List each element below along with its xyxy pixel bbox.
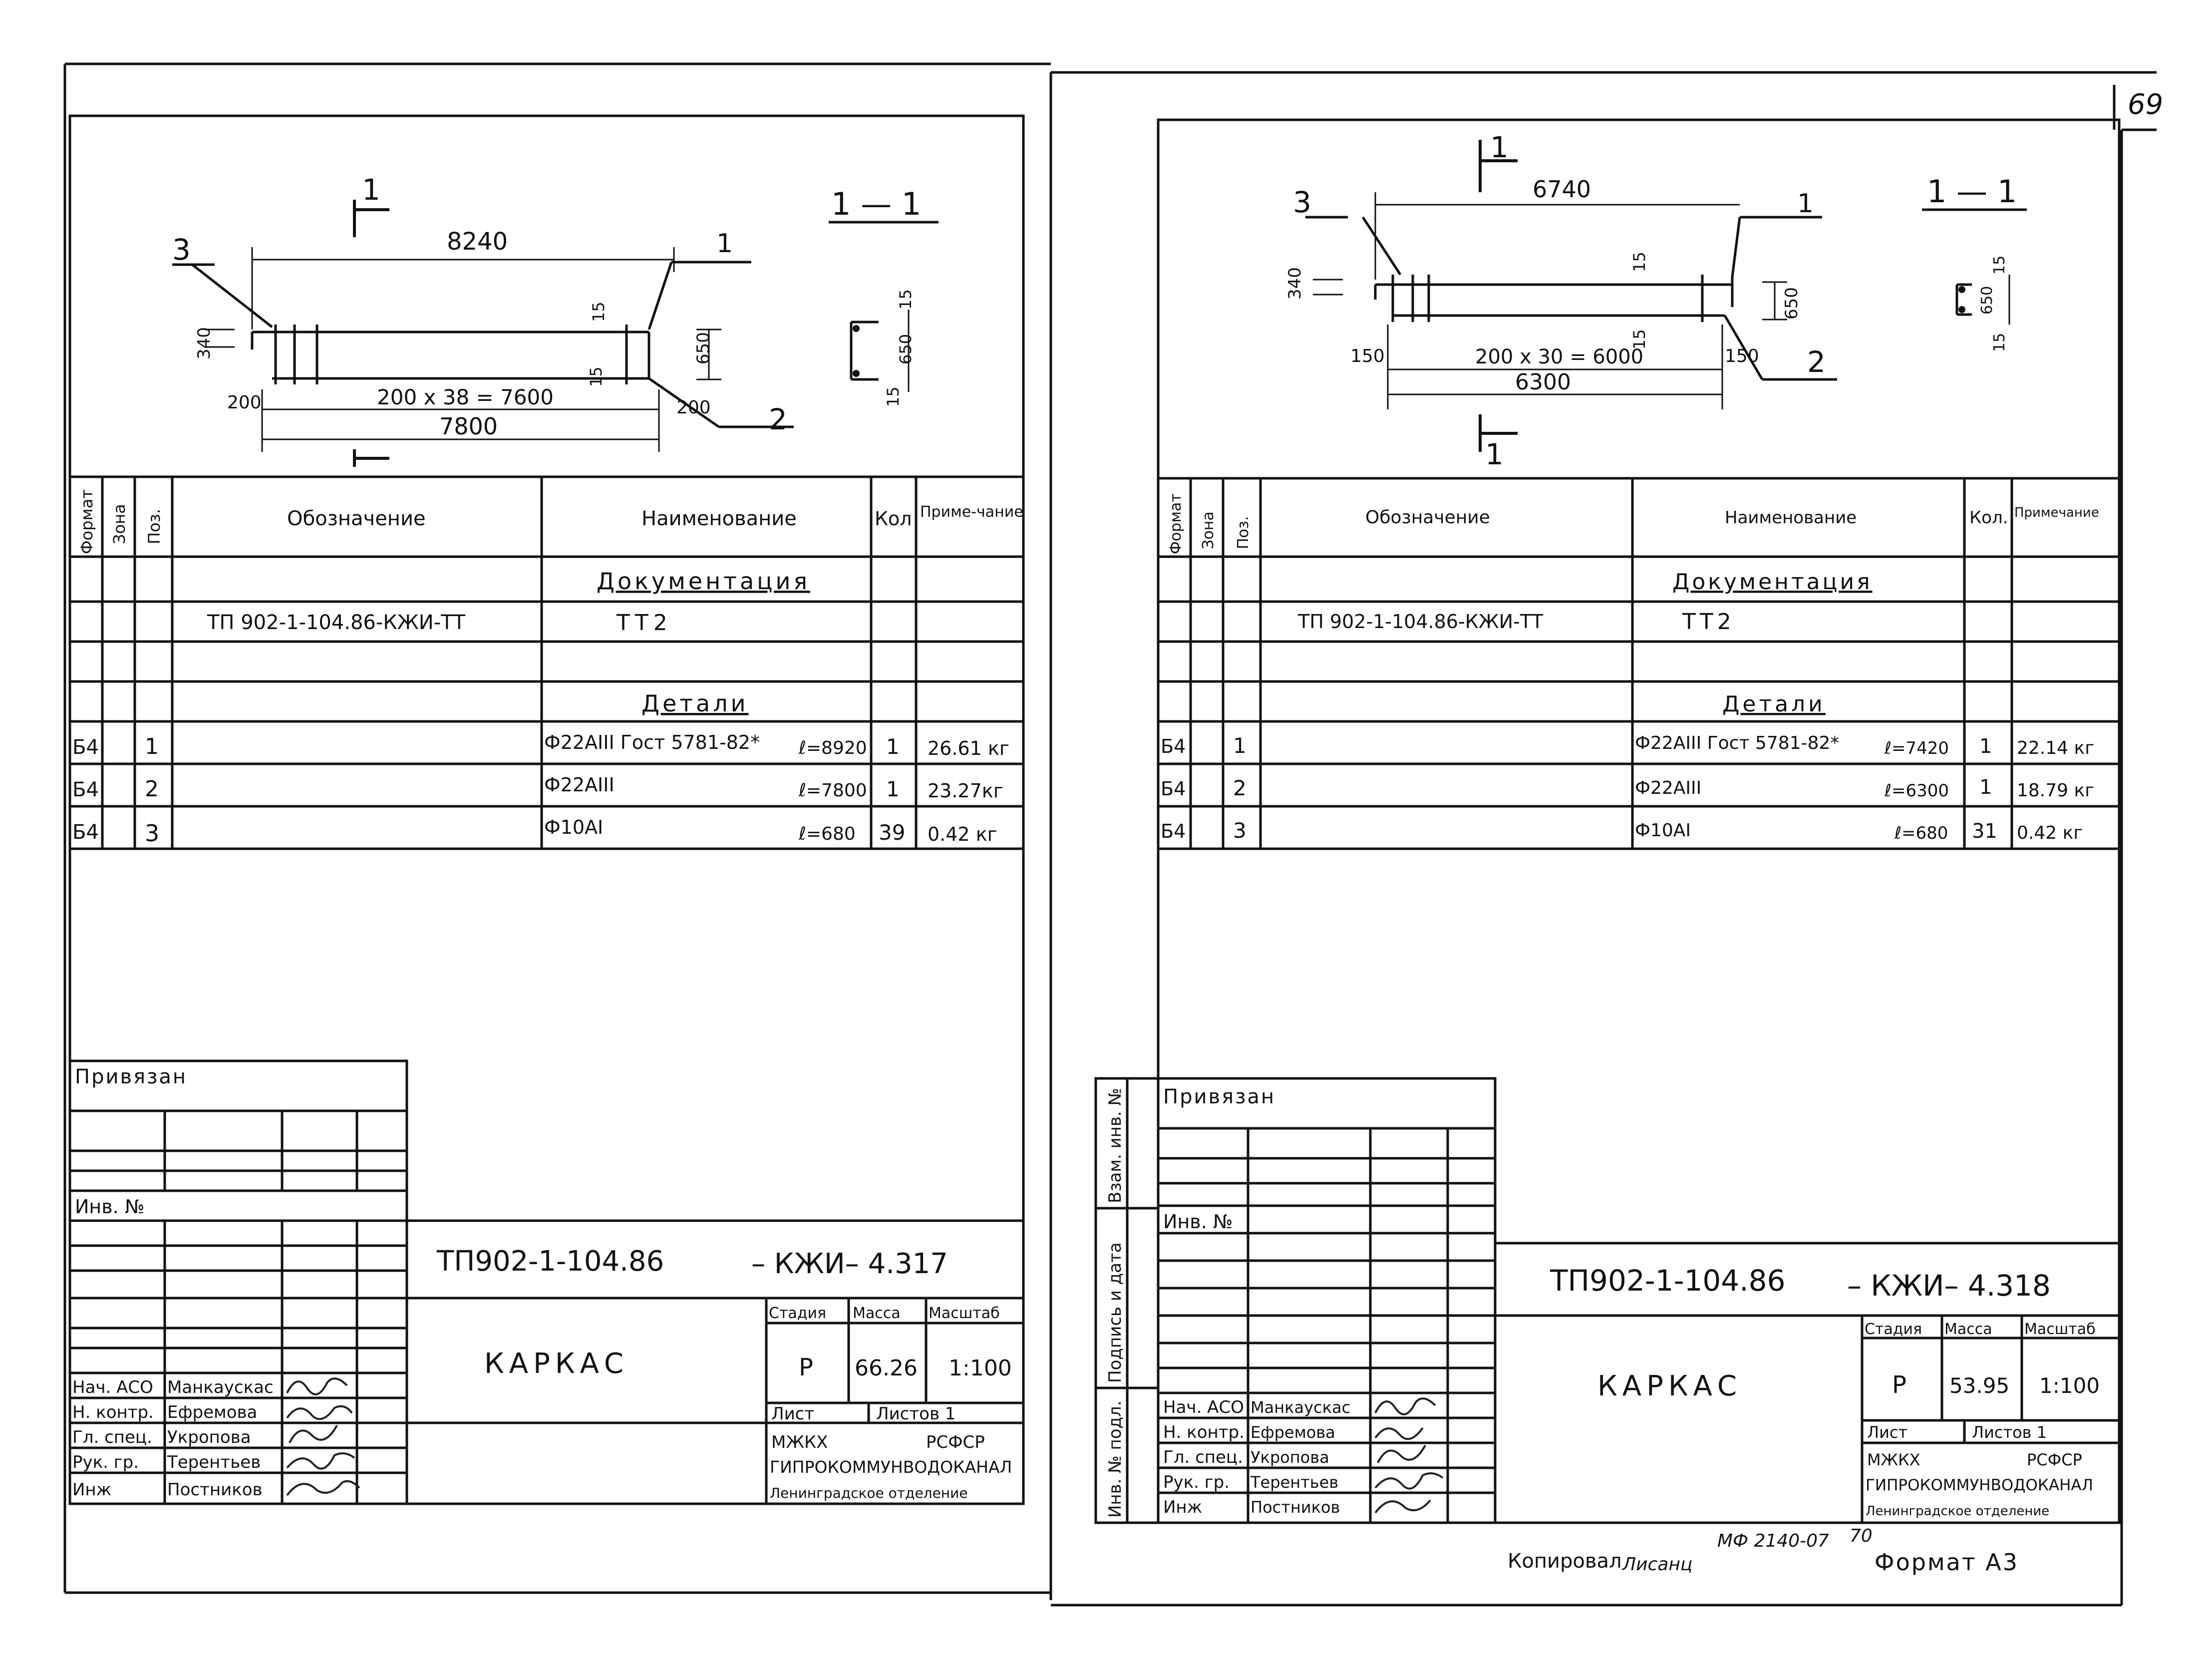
- dim-height: 650: [693, 332, 713, 364]
- dim-height-right: 650: [1782, 287, 1802, 320]
- col-header-qty: Кол: [875, 508, 912, 530]
- drawing-code: ТП902-1-104.86: [437, 1245, 664, 1278]
- footer-copied-sign: Лисанц: [1622, 1554, 1693, 1575]
- dim-bar-offset-bottom: 15: [587, 366, 606, 387]
- sign-name-2-right: Ефремова: [1251, 1423, 1335, 1442]
- row-3-name: Ф10АI: [544, 816, 604, 838]
- col-header-designation: Обозначение: [287, 507, 426, 530]
- row-3-length: ℓ=680: [799, 824, 856, 844]
- dim-offset-left: 200: [227, 392, 262, 413]
- col-header-name-right: Наименование: [1725, 508, 1857, 528]
- col-header-pos: Поз.: [145, 509, 164, 544]
- drawing-code-suffix: – КЖИ– 4.317: [751, 1248, 948, 1280]
- dim-bar-offset-top-right: 15: [1630, 252, 1649, 272]
- pos-label-2: 2: [769, 402, 787, 436]
- stage-value: Р: [799, 1353, 813, 1381]
- scale-header-right: Масштаб: [2024, 1321, 2096, 1338]
- section-documentation: Документация: [597, 568, 811, 595]
- row-2-qty: 1: [886, 777, 900, 801]
- drawing-name: КАРКАС: [484, 1347, 629, 1380]
- drawing-code-suffix-right: – КЖИ– 4.318: [1847, 1269, 2051, 1303]
- stage-header: Стадия: [769, 1305, 827, 1322]
- row-1-length: ℓ=8920: [799, 738, 867, 758]
- sign-role-3: Гл. спец.: [72, 1427, 152, 1447]
- row-1-format: Б4: [72, 736, 99, 759]
- section-dim-bottom: 15: [884, 386, 903, 407]
- stamp-replace-inv: Взам. инв. №: [1105, 1088, 1125, 1203]
- doc-code: ТП 902-1-104.86-КЖИ-ТТ: [207, 611, 465, 634]
- section-label-right: 1 — 1: [1927, 173, 2017, 210]
- pos-label-1-right: 1: [1797, 189, 1814, 219]
- row-1-qty-right: 1: [1979, 735, 1992, 758]
- handwritten-signatures-right: [1375, 1398, 1443, 1513]
- sheets-header: Листов 1: [876, 1404, 956, 1424]
- col-header-name: Наименование: [641, 507, 797, 530]
- page-number: 69: [2128, 88, 2164, 121]
- section-dim-top-right: 15: [1991, 255, 2008, 275]
- col-header-note-right: Примечание: [2014, 505, 2099, 520]
- section-dim-top: 15: [896, 289, 915, 310]
- drawing-name-right: КАРКАС: [1597, 1370, 1742, 1402]
- row-3-format-right: Б4: [1161, 820, 1186, 842]
- dim-offset-right-right: 150: [1725, 346, 1759, 366]
- footer-copied: Копировал: [1508, 1550, 1622, 1573]
- sign-role-3-right: Гл. спец.: [1163, 1447, 1243, 1467]
- scale-header: Масштаб: [929, 1305, 1000, 1322]
- row-2-format-right: Б4: [1161, 778, 1186, 800]
- pos-label-2-right: 2: [1807, 345, 1826, 379]
- org-institute: ГИПРОКОММУНВОДОКАНАЛ: [770, 1457, 1012, 1477]
- row-1-name-right: Ф22АIII Гост 5781-82*: [1635, 733, 1840, 753]
- sign-name-5-right: Постников: [1251, 1498, 1340, 1517]
- sign-name-3-right: Укропова: [1251, 1448, 1329, 1467]
- sheet-header-right: Лист: [1867, 1423, 1908, 1442]
- org-republic-right: РСФСР: [2027, 1450, 2082, 1469]
- dim-hook: 340: [194, 327, 214, 359]
- row-1-qty: 1: [886, 734, 900, 759]
- dim-offset-left-right: 150: [1350, 346, 1385, 366]
- sheet-left: [70, 116, 1023, 1504]
- mass-value-right: 53.95: [1949, 1373, 2010, 1398]
- sign-name-1: Манкаускас: [167, 1377, 274, 1397]
- row-2-name: Ф22АIII: [544, 774, 615, 796]
- sheet-right: [1096, 120, 2119, 1576]
- row-2-note: 23.27кг: [928, 780, 1003, 802]
- dim-spacing-right: 200 x 30 = 6000: [1475, 345, 1644, 368]
- dim-bar-offset-bottom-right: 15: [1630, 329, 1649, 349]
- row-2-format: Б4: [72, 778, 99, 801]
- section-view-left: [829, 186, 939, 407]
- row-1-pos-right: 1: [1233, 733, 1247, 758]
- row-3-length-right: ℓ=680: [1895, 823, 1948, 843]
- row-2-pos: 2: [145, 776, 159, 802]
- sign-name-3: Укропова: [167, 1427, 251, 1447]
- row-1-format-right: Б4: [1161, 735, 1186, 757]
- stamp-inv-original: Инв. № подл.: [1105, 1400, 1125, 1518]
- row-1-note: 26.61 кг: [928, 737, 1009, 759]
- col-header-format: Формат: [77, 489, 96, 554]
- row-3-qty: 39: [879, 820, 906, 845]
- row-2-name-right: Ф22АIII: [1635, 778, 1702, 798]
- sign-name-4: Терентьев: [167, 1452, 261, 1472]
- row-3-pos: 3: [145, 820, 160, 847]
- footer-mf: МФ 2140-07: [1717, 1531, 1829, 1551]
- row-1-pos: 1: [145, 734, 159, 759]
- org-branch-right: Ленинградское отделение: [1866, 1504, 2050, 1519]
- sign-role-5: Инж: [72, 1480, 112, 1500]
- col-header-note: Приме-чание: [920, 503, 1023, 521]
- dim-total-length: 8240: [447, 228, 508, 256]
- org-ministry: МЖКХ: [771, 1432, 828, 1452]
- sign-role-1-right: Нач. АСО: [1163, 1397, 1244, 1417]
- handwritten-signatures-left: [287, 1378, 359, 1495]
- section-parts-right: Детали: [1722, 691, 1826, 717]
- row-3-format: Б4: [72, 821, 99, 844]
- doc-name: ТТ2: [617, 610, 672, 636]
- row-2-note-right: 18.79 кг: [2017, 780, 2095, 801]
- footer-format: Формат А3: [1875, 1549, 2019, 1576]
- section-label: 1 — 1: [831, 186, 922, 222]
- col-header-format-right: Формат: [1167, 493, 1185, 554]
- sign-role-4: Рук. гр.: [72, 1452, 139, 1472]
- row-3-note-right: 0.42 кг: [2017, 823, 2083, 843]
- org-republic: РСФСР: [926, 1432, 985, 1452]
- dim-inner-length-right: 6300: [1515, 369, 1571, 395]
- pos-label-1: 1: [716, 229, 733, 259]
- dim-spacing: 200 x 38 = 7600: [377, 385, 554, 409]
- row-2-qty-right: 1: [1979, 776, 1992, 799]
- scale-value: 1:100: [948, 1355, 1012, 1381]
- sign-name-1-right: Манкаускас: [1251, 1398, 1351, 1417]
- row-2-pos-right: 2: [1233, 776, 1247, 800]
- col-header-zone-right: Зона: [1200, 511, 1217, 549]
- sign-role-2: Н. контр.: [72, 1402, 154, 1422]
- stage-value-right: Р: [1892, 1371, 1906, 1399]
- section-mark-label-bottom-right: 1: [1485, 437, 1504, 471]
- section-mark-label-right: 1: [1490, 130, 1509, 164]
- org-institute-right: ГИПРОКОММУНВОДОКАНАЛ: [1866, 1476, 2093, 1494]
- sign-role-1: Нач. АСО: [72, 1377, 153, 1397]
- sign-name-4-right: Терентьев: [1251, 1473, 1339, 1492]
- sheet-header: Лист: [771, 1404, 815, 1424]
- doc-code-right: ТП 902-1-104.86-КЖИ-ТТ: [1298, 611, 1544, 633]
- drawing-code-right: ТП902-1-104.86: [1550, 1264, 1786, 1298]
- sign-name-2: Ефремова: [167, 1402, 258, 1422]
- row-3-qty-right: 31: [1972, 820, 1997, 843]
- stamp-signature-date: Подпись и дата: [1105, 1242, 1125, 1383]
- row-1-note-right: 22.14 кг: [2017, 738, 2095, 758]
- pos-label-3-right: 3: [1293, 185, 1311, 219]
- row-2-length-right: ℓ=6300: [1885, 781, 1949, 801]
- col-header-pos-right: Поз.: [1235, 516, 1252, 549]
- org-ministry-right: МЖКХ: [1867, 1450, 1920, 1469]
- mass-header: Масса: [853, 1305, 901, 1322]
- footer-mf-number: 70: [1850, 1526, 1873, 1546]
- section-view-right: [1922, 173, 2027, 352]
- dim-total-length-right: 6740: [1533, 176, 1591, 203]
- org-branch: Ленинградское отделение: [770, 1485, 968, 1501]
- sign-role-4-right: Рук. гр.: [1163, 1472, 1230, 1492]
- mass-header-right: Масса: [1944, 1321, 1992, 1338]
- row-3-name-right: Ф10АI: [1635, 820, 1691, 841]
- row-1-length-right: ℓ=7420: [1885, 738, 1949, 758]
- privyazan-label-right: Привязан: [1163, 1085, 1276, 1108]
- dim-inner-length: 7800: [439, 413, 498, 440]
- inv-no-label-right: Инв. №: [1163, 1211, 1233, 1233]
- sign-role-5-right: Инж: [1163, 1497, 1203, 1517]
- sheets-header-right: Листов 1: [1972, 1423, 2047, 1442]
- scale-value-right: 1:100: [2039, 1373, 2100, 1398]
- section-documentation-right: Документация: [1672, 569, 1873, 595]
- section-parts: Детали: [641, 690, 749, 717]
- col-header-zone: Зона: [110, 504, 129, 544]
- sign-role-2-right: Н. контр.: [1163, 1422, 1245, 1442]
- sign-name-5: Постников: [167, 1480, 263, 1500]
- stage-header-right: Стадия: [1865, 1321, 1922, 1338]
- section-dim-bottom-right: 15: [1991, 333, 2008, 352]
- section-dim-height-right: 650: [1978, 286, 1996, 315]
- section-mark-label: 1: [362, 173, 380, 207]
- row-3-pos-right: 3: [1233, 818, 1247, 843]
- doc-name-right: ТТ2: [1682, 609, 1735, 635]
- row-1-name: Ф22АIII Гост 5781-82*: [544, 731, 760, 753]
- dim-hook-right: 340: [1285, 267, 1305, 300]
- col-header-qty-right: Кол.: [1969, 508, 2008, 528]
- mass-value: 66.26: [855, 1355, 918, 1381]
- col-header-designation-right: Обозначение: [1365, 507, 1490, 528]
- dim-offset-right: 200: [676, 397, 711, 418]
- row-2-length: ℓ=7800: [799, 780, 867, 801]
- dim-bar-offset-top: 15: [589, 302, 608, 322]
- pos-label-3: 3: [172, 233, 191, 267]
- privyazan-label: Привязан: [75, 1065, 188, 1088]
- inv-no-label: Инв. №: [75, 1196, 145, 1218]
- section-dim-height: 650: [896, 334, 915, 364]
- row-3-note: 0.42 кг: [928, 823, 997, 845]
